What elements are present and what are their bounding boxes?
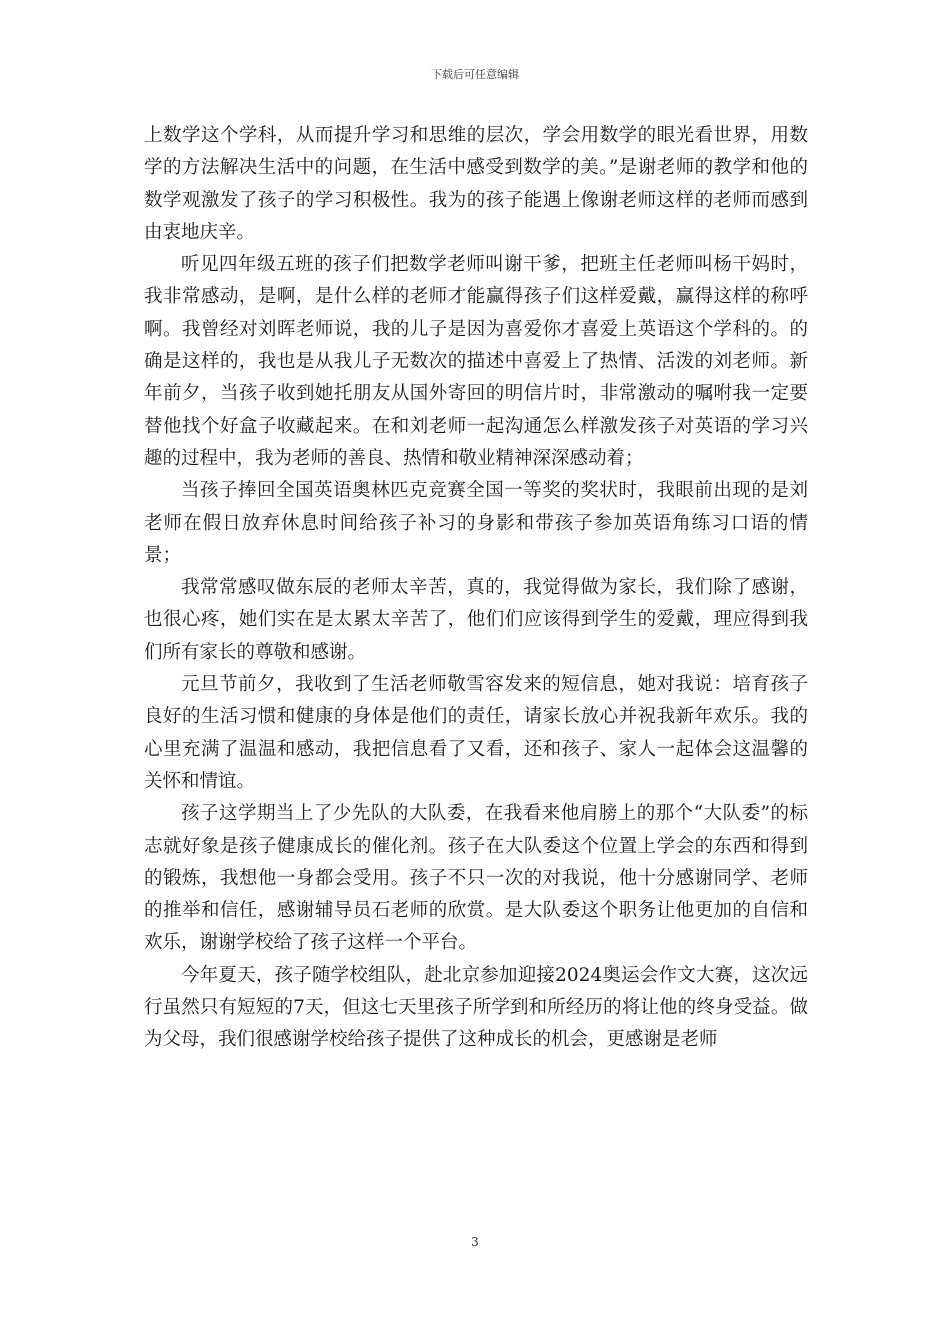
page-number: 3 — [471, 1235, 479, 1249]
paragraph-6: 孩子这学期当上了少先队的大队委，在我看来他肩膀上的那个“大队委”的标志就好象是孩子健康成长的催化剂。孩子在大队委这个位置上学会的东西和得到的锻炼，我想他一身都会受用。孩子不只一次的对我说，他十分感谢同学、老师的推举和信任，感谢辅导员石老师的欣赏。是大队委这个职务让他更加的自信和欢乐，谢谢学校给了孩子这样一个平台。 — [144, 803, 808, 954]
page-header: 下载后可任意编辑 — [431, 68, 519, 81]
paragraph-2: 听见四年级五班的孩子们把数学老师叫谢干爹，把班主任老师叫杨干妈时，我非常感动，是啊，是什么样的老师才能赢得孩子们这样爱戴，赢得这样的称呼啊。我曾经对刘晖老师说，我的儿子是因为喜爱你才喜爱上英语这个学科的。的确是这样的，我也是从我儿子无数次的描述中喜爱上了热情、活泼的刘老师。新年前夕，当孩子收到她托朋友从国外寄回的明信片时，非常激动的嘱咐我一定要替他找个好盒子收藏起来。在和刘老师一起沟通怎么样激发孩子对英语的学习兴趣的过程中，我为老师的善良、热情和敬业精神深深感动着； — [144, 254, 808, 469]
paragraph-5: 元旦节前夕，我收到了生活老师敬雪容发来的短信息，她对我说：培育孩子良好的生活习惯和健康的身体是他们的责任，请家长放心并祝我新年欢乐。我的心里充满了温温和感动，我把信息看了又看，还和孩子、家人一起体会这温馨的关怀和情谊。 — [144, 674, 808, 792]
paragraph-7: 今年夏天，孩子随学校组队，赴北京参加迎接2024奥运会作文大赛，这次远行虽然只有短短的7天，但这七天里孩子所学到和所经历的将让他的终身受益。做为父母，我们很感谢学校给孩子提供了这种成长的机会，更感谢是老师 — [144, 964, 808, 1051]
paragraph-3: 当孩子捧回全国英语奥林匹克竞赛全国一等奖的奖状时，我眼前出现的是刘老师在假日放弃休息时间给孩子补习的身影和带孩子参加英语角练习口语的情景； — [144, 480, 808, 566]
paragraph-4: 我常常感叹做东辰的老师太辛苦，真的，我觉得做为家长，我们除了感谢，也很心疼，她们实在是太累太辛苦了，他们们应该得到学生的爱戴，理应得到我们所有家长的尊敬和感谢。 — [144, 577, 808, 663]
paragraph-1: 上数学这个学科，从而提升学习和思维的层次，学会用数学的眼光看世界，用数学的方法解决生活中的问题，在生活中感受到数学的美。”是谢老师的教学和他的数学观激发了孩子的学习积极性。我为的孩子能遇上像谢老师这样的老师而感到由衷地庆辛。 — [144, 125, 808, 243]
document-body — [144, 120, 808, 1057]
